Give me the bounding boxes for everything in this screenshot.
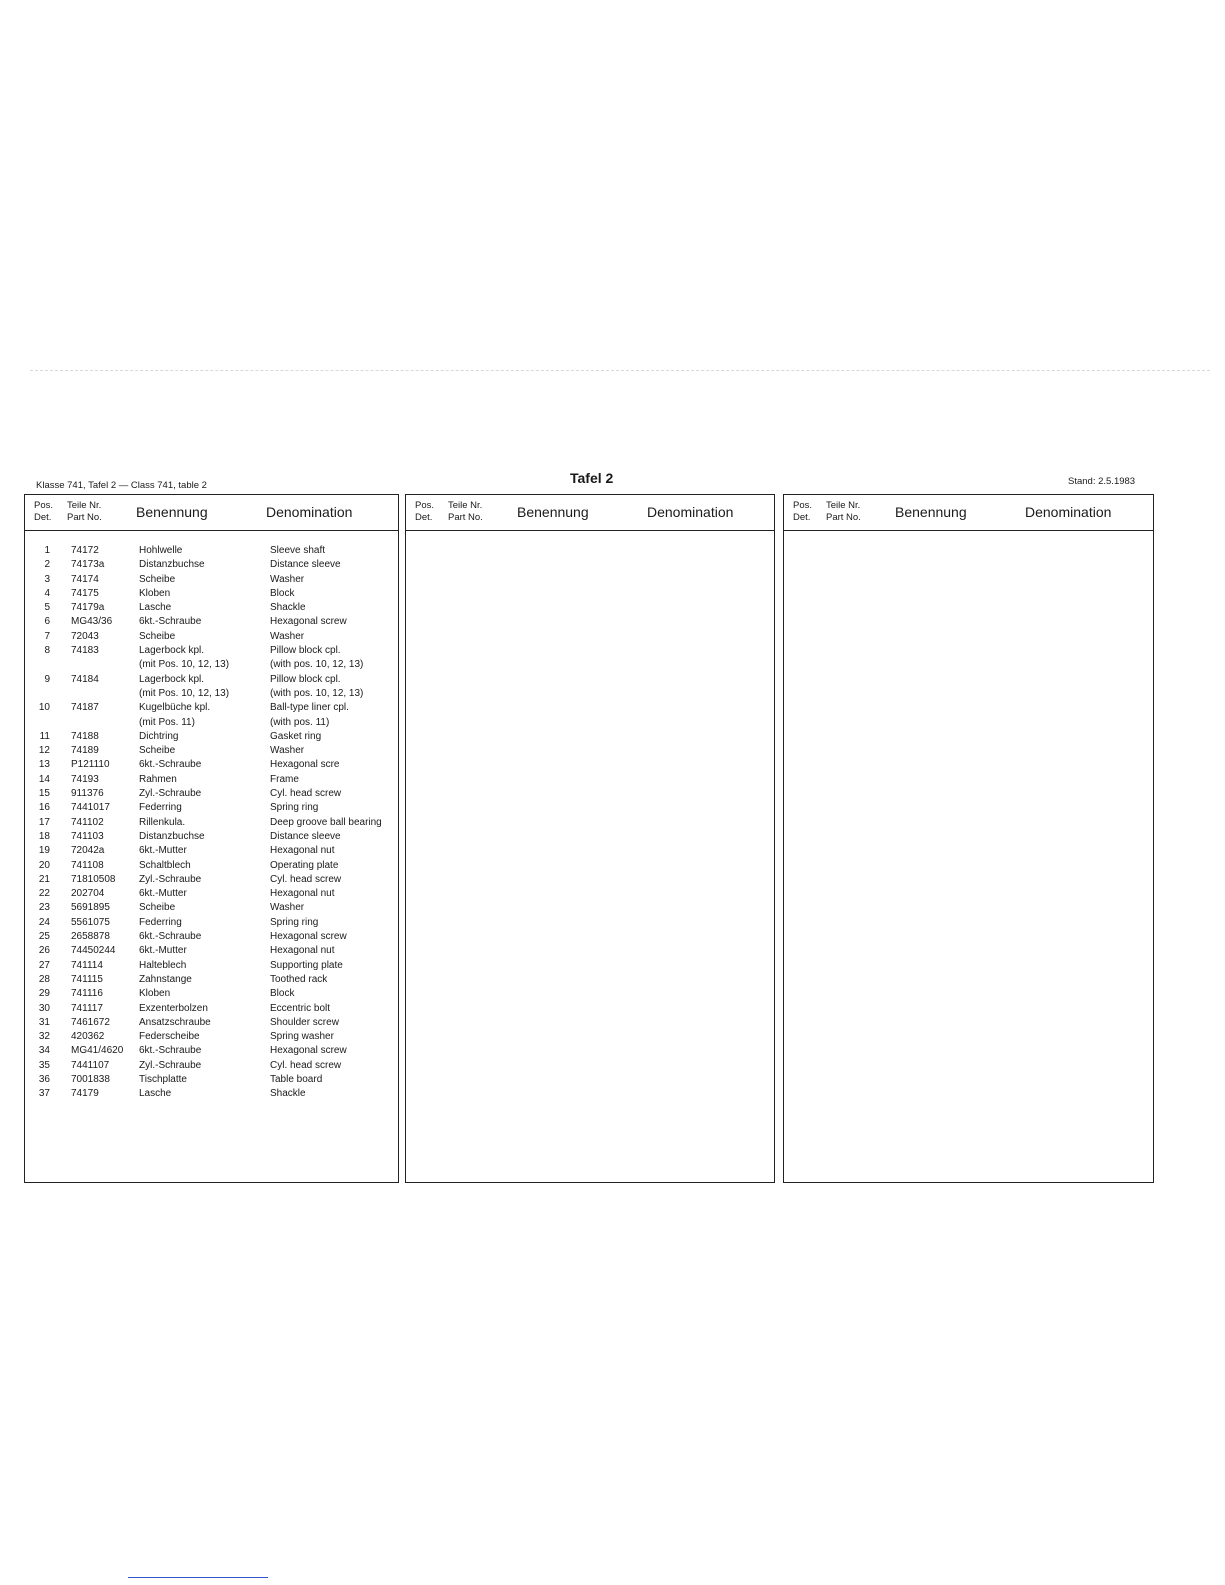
denomination-cell: Toothed rack: [270, 973, 328, 985]
pos-header-de: Pos.: [34, 500, 54, 511]
denomination-cell: Frame: [270, 773, 299, 785]
pos-cell: 32: [38, 1031, 50, 1043]
denomination-cell: Spring ring: [270, 916, 319, 928]
pos-header-de: Pos.: [415, 500, 435, 511]
benennung-cell: Schaltblech: [139, 859, 191, 871]
pos-cell: 25: [38, 931, 50, 943]
part-no-cell: 741108: [71, 859, 104, 871]
denomination-column-header: Denomination: [266, 504, 353, 520]
part-no-cell: 71810508: [71, 873, 116, 885]
pos-cell: 5: [44, 602, 50, 614]
table-row: [25, 773, 398, 787]
part-no-column-header: [826, 500, 861, 524]
benennung-cell: 6kt.-Mutter: [139, 945, 187, 957]
part-header-en: Part No.: [67, 512, 102, 523]
benennung-cell: Zyl.-Schraube: [139, 1059, 202, 1071]
denomination-cell: Washer: [270, 573, 305, 585]
benennung-cell: 6kt.-Mutter: [139, 888, 187, 900]
table-row: [25, 601, 398, 615]
benennung-cell: Dichtring: [139, 730, 179, 742]
benennung-cell: Exzenterbolzen: [139, 1002, 208, 1014]
part-no-cell: 74173a: [71, 559, 105, 571]
denomination-cell: Hexagonal scre: [270, 759, 340, 771]
denomination-cell: Gasket ring: [270, 730, 322, 742]
part-no-cell: 741114: [71, 959, 103, 971]
parts-table-panel-3: [783, 494, 1154, 1183]
denomination-cell: Block: [270, 587, 295, 599]
denomination-cell: Washer: [270, 745, 305, 757]
benennung-cell: (mit Pos. 11): [139, 716, 195, 728]
part-no-column-header: [67, 500, 102, 524]
pos-cell: 14: [38, 773, 50, 785]
table-row: [25, 716, 398, 730]
denomination-cell: Sleeve shaft: [270, 545, 326, 556]
pos-cell: 7: [44, 630, 50, 642]
part-no-cell: 7441017: [71, 802, 110, 814]
revision-date: Stand: 2.5.1983: [1068, 476, 1136, 487]
part-no-cell: 74450244: [71, 945, 116, 957]
part-no-cell: 74179: [71, 1088, 99, 1100]
benennung-cell: Federring: [139, 916, 182, 928]
denomination-cell: Shackle: [270, 602, 306, 614]
benennung-cell: Kugelbüche kpl.: [139, 702, 211, 714]
benennung-cell: Scheibe: [139, 573, 176, 585]
part-no-cell: P121110: [71, 759, 110, 771]
benennung-cell: Halteblech: [139, 959, 187, 971]
pos-column-header: [415, 500, 434, 524]
pos-cell: 11: [39, 730, 50, 742]
pos-cell: 22: [38, 888, 50, 900]
table-row: [25, 1002, 398, 1016]
pos-cell: 8: [44, 645, 50, 657]
pos-cell: 9: [44, 673, 50, 685]
denomination-cell: Operating plate: [270, 859, 339, 871]
pos-cell: 18: [38, 830, 50, 842]
benennung-cell: Kloben: [139, 988, 171, 1000]
benennung-cell: Lasche: [139, 1088, 172, 1100]
benennung-cell: Distanzbuchse: [139, 830, 205, 842]
benennung-column-header: Benennung: [517, 504, 589, 520]
pos-column-header: [793, 500, 812, 524]
denomination-column-header: Denomination: [647, 504, 734, 520]
class-table-label: Klasse 741, Tafel 2 — Class 741, table 2: [36, 480, 207, 491]
part-no-cell: 741117: [71, 1002, 103, 1014]
part-header-en: Part No.: [448, 512, 483, 523]
benennung-cell: 6kt.-Schraube: [139, 616, 202, 628]
benennung-cell: Federscheibe: [139, 1031, 200, 1043]
parts-table-panel-2: [405, 494, 775, 1183]
benennung-cell: Hohlwelle: [139, 545, 183, 556]
benennung-cell: 6kt.-Schraube: [139, 759, 202, 771]
pos-cell: 20: [38, 859, 50, 871]
pos-cell: 29: [38, 988, 50, 1000]
table-row: [25, 959, 398, 973]
pos-cell: 12: [38, 745, 50, 757]
part-no-cell: MG41/4620: [71, 1045, 124, 1057]
benennung-column-header: Benennung: [895, 504, 967, 520]
part-no-cell: 74184: [71, 673, 99, 685]
table-row: [25, 787, 398, 801]
pos-cell: 23: [38, 902, 50, 914]
benennung-cell: Lasche: [139, 602, 172, 614]
part-no-cell: 2658878: [71, 931, 110, 943]
benennung-cell: 6kt.-Mutter: [139, 845, 187, 857]
denomination-cell: Pillow block cpl.: [270, 673, 341, 685]
part-no-cell: MG43/36: [71, 616, 113, 628]
table-header: [406, 495, 774, 531]
benennung-cell: 6kt.-Schraube: [139, 1045, 202, 1057]
denomination-cell: Hexagonal nut: [270, 845, 335, 857]
benennung-cell: (mit Pos. 10, 12, 13): [139, 659, 230, 671]
part-no-cell: 7461672: [71, 1016, 110, 1028]
denomination-cell: (with pos. 10, 12, 13): [270, 659, 364, 671]
pos-cell: 15: [38, 788, 50, 800]
part-no-cell: 7001838: [71, 1073, 110, 1085]
pos-cell: 13: [38, 759, 50, 771]
denomination-cell: Supporting plate: [270, 959, 343, 971]
denomination-cell: Cyl. head screw: [270, 873, 342, 885]
table-row: [25, 630, 398, 644]
denomination-cell: Cyl. head screw: [270, 788, 342, 800]
table-row: [25, 1016, 398, 1030]
table-header: [784, 495, 1153, 531]
table-row: [25, 701, 398, 715]
denomination-cell: Table board: [270, 1073, 323, 1085]
pos-cell: 26: [38, 945, 50, 957]
part-header-en: Part No.: [826, 512, 861, 523]
benennung-cell: Scheibe: [139, 745, 176, 757]
table-row: [25, 930, 398, 944]
denomination-cell: Spring ring: [270, 802, 319, 814]
part-no-cell: 72043: [71, 630, 99, 642]
pos-cell: 19: [38, 845, 50, 857]
pos-cell: 6: [44, 616, 50, 628]
table-row: [25, 801, 398, 815]
denomination-cell: Washer: [270, 902, 305, 914]
table-row: [25, 901, 398, 915]
part-no-cell: 74179a: [71, 602, 105, 614]
benennung-cell: Federring: [139, 802, 182, 814]
table-row: [25, 859, 398, 873]
table-row: [25, 1030, 398, 1044]
table-row: [25, 544, 398, 558]
denomination-cell: Pillow block cpl.: [270, 645, 341, 657]
table-row: [25, 916, 398, 930]
pos-column-header: [34, 500, 53, 524]
denomination-cell: (with pos. 10, 12, 13): [270, 687, 364, 699]
denomination-cell: Shackle: [270, 1088, 306, 1100]
part-no-cell: 74188: [71, 730, 99, 742]
part-no-cell: 741103: [71, 830, 104, 842]
pos-cell: 16: [38, 802, 50, 814]
table-row: [25, 615, 398, 629]
table-row: [25, 573, 398, 587]
part-no-cell: 74172: [71, 545, 99, 556]
part-no-cell: 7441107: [71, 1059, 110, 1071]
scan-artifact-line: [30, 370, 1210, 371]
table-row: [25, 973, 398, 987]
part-no-column-header: [448, 500, 483, 524]
part-no-cell: 72042a: [71, 845, 105, 857]
part-no-cell: 74189: [71, 745, 99, 757]
part-no-cell: 74175: [71, 587, 99, 599]
denomination-cell: Cyl. head screw: [270, 1059, 342, 1071]
pos-cell: 21: [38, 873, 50, 885]
part-header-de: Teile Nr.: [67, 500, 102, 511]
pos-cell: 36: [38, 1073, 50, 1085]
denomination-cell: Spring washer: [270, 1031, 334, 1043]
part-no-cell: 741116: [71, 988, 103, 1000]
benennung-cell: Lagerbock kpl.: [139, 673, 205, 685]
parts-table-panel-1: [24, 494, 399, 1183]
benennung-cell: Ansatzschraube: [139, 1016, 211, 1028]
table-row: [25, 873, 398, 887]
pos-header-en: Det.: [793, 512, 811, 523]
table-row: [25, 644, 398, 658]
table-row: [25, 1044, 398, 1058]
benennung-cell: Rahmen: [139, 773, 177, 785]
pos-cell: 2: [44, 559, 50, 571]
part-no-cell: 202704: [71, 888, 105, 900]
denomination-cell: Hexagonal screw: [270, 931, 347, 943]
benennung-cell: Scheibe: [139, 630, 176, 642]
pos-header-en: Det.: [34, 512, 52, 523]
denomination-cell: Hexagonal screw: [270, 616, 347, 628]
part-no-cell: 420362: [71, 1031, 105, 1043]
benennung-column-header: Benennung: [136, 504, 208, 520]
table-row: [25, 673, 398, 687]
benennung-cell: (mit Pos. 10, 12, 13): [139, 687, 230, 699]
benennung-cell: Distanzbuchse: [139, 559, 205, 571]
table-row: [25, 1073, 398, 1087]
part-no-cell: 5691895: [71, 902, 110, 914]
table-row: [25, 658, 398, 672]
pos-cell: 3: [44, 573, 50, 585]
pos-header-de: Pos.: [793, 500, 813, 511]
table-row: [25, 816, 398, 830]
benennung-cell: Tischplatte: [139, 1073, 187, 1085]
part-no-cell: 74187: [71, 702, 99, 714]
denomination-cell: Ball-type liner cpl.: [270, 702, 349, 714]
denomination-cell: Hexagonal nut: [270, 888, 335, 900]
denomination-cell: Hexagonal nut: [270, 945, 335, 957]
table-header: [25, 495, 398, 531]
table-row: [25, 830, 398, 844]
table-row: [25, 1087, 398, 1101]
denomination-cell: Deep groove ball bearing: [270, 816, 382, 828]
table-row: [25, 730, 398, 744]
part-no-cell: 741102: [71, 816, 104, 828]
table-row: [25, 558, 398, 572]
pos-cell: 35: [38, 1059, 50, 1071]
part-no-cell: 5561075: [71, 916, 110, 928]
table-row: [25, 687, 398, 701]
pos-cell: 24: [38, 916, 50, 928]
pos-cell: 10: [38, 702, 50, 714]
denomination-column-header: Denomination: [1025, 504, 1112, 520]
pos-cell: 31: [38, 1016, 50, 1028]
pos-cell: 34: [38, 1045, 50, 1057]
pos-cell: 37: [38, 1088, 50, 1100]
part-header-de: Teile Nr.: [448, 500, 483, 511]
denomination-cell: Hexagonal screw: [270, 1045, 347, 1057]
benennung-cell: Rillenkula.: [139, 816, 186, 828]
pos-cell: 27: [38, 959, 50, 971]
part-no-cell: 741115: [71, 973, 103, 985]
part-header-de: Teile Nr.: [826, 500, 861, 511]
denomination-cell: (with pos. 11): [270, 716, 330, 728]
table-row: [25, 744, 398, 758]
denomination-cell: Shoulder screw: [270, 1016, 339, 1028]
table-row: [25, 944, 398, 958]
part-no-cell: 911376: [71, 788, 104, 800]
denomination-cell: Eccentric bolt: [270, 1002, 331, 1014]
benennung-cell: 6kt.-Schraube: [139, 931, 202, 943]
table-row: [25, 587, 398, 601]
page-title: Tafel 2: [570, 470, 614, 486]
table-body: [25, 544, 398, 1102]
table-row: [25, 987, 398, 1001]
table-row: [25, 758, 398, 772]
denomination-cell: Block: [270, 988, 295, 1000]
pos-cell: 30: [38, 1002, 50, 1014]
benennung-cell: Scheibe: [139, 902, 176, 914]
denomination-cell: Distance sleeve: [270, 559, 341, 571]
pos-cell: 17: [38, 816, 50, 828]
pos-cell: 1: [44, 545, 50, 556]
denomination-cell: Distance sleeve: [270, 830, 341, 842]
part-no-cell: 74174: [71, 573, 99, 585]
part-no-cell: 74183: [71, 645, 99, 657]
benennung-cell: Zahnstange: [139, 973, 192, 985]
benennung-cell: Kloben: [139, 587, 171, 599]
pos-header-en: Det.: [415, 512, 433, 523]
benennung-cell: Zyl.-Schraube: [139, 788, 202, 800]
benennung-cell: Zyl.-Schraube: [139, 873, 202, 885]
table-row: [25, 887, 398, 901]
benennung-cell: Lagerbock kpl.: [139, 645, 205, 657]
part-no-cell: 74193: [71, 773, 99, 785]
pos-cell: 28: [38, 973, 50, 985]
table-row: [25, 844, 398, 858]
scan-artifact-line: [128, 1577, 268, 1578]
pos-cell: 4: [44, 587, 50, 599]
denomination-cell: Washer: [270, 630, 305, 642]
table-row: [25, 1059, 398, 1073]
